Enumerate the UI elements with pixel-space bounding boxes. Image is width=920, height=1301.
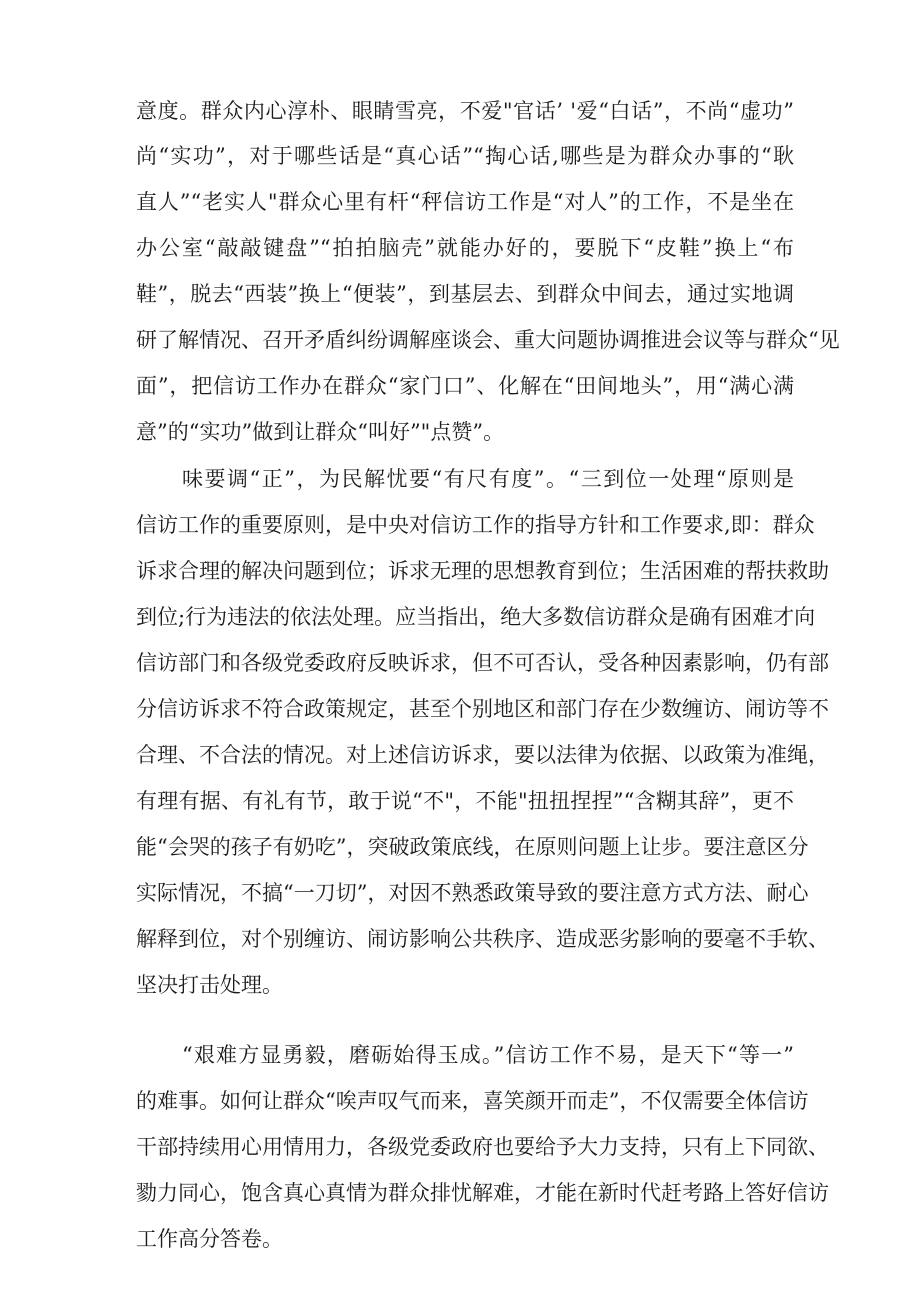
text-line: 实际情况，不搞“一刀切”，对因不熟悉政策导致的要注意方式方法、耐心 [136,881,809,905]
text-line: 尚“实功”，对于哪些话是“真心话”“掏心话,哪些是为群众办事的“耿 [136,144,794,168]
text-line: 能“会哭的孩子有奶吃”，突破政策底线，在原则问题上让步。要注意区分 [136,835,809,859]
text-line: 合理、不合法的情况。对上述信访诉求，要以法律为依据、以政策为准绳， [136,743,829,767]
text-line: 勠力同心，饱含真心真情为群众排忧解难，才能在新时代赶考路上答好信访 [136,1181,829,1205]
text-line: 意度。群众内心淳朴、眼睛雪亮，不爱"官话’ '爱“白话”，不尚“虚功” [136,99,794,123]
text-line: 坚决打击处理。 [136,973,283,997]
text-line: 直人”“老实人"群众心里有杆“秤信访工作是“对人”的工作，不是坐在 [136,190,794,214]
text-line: 干部持续用心用情用力，各级党委政府也要给予大力支持，只有上下同欲、 [136,1135,829,1159]
text-line: 意”的“实功”做到让群众“叫好”"点赞”。 [136,420,505,444]
text-line: “艰难方显勇毅，磨砺始得玉成。”信访工作不易，是天下“等一” [182,1043,794,1067]
text-line: 味要调“正”，为民解忧要“有尺有度”。“三到位一处理“原则是 [182,467,794,491]
text-line: 分信访诉求不符合政策规定，甚至个别地区和部门存在少数缠访、闹访等不 [136,697,829,721]
text-line: 面”，把信访工作办在群众“家门口”、化解在“田间地头”，用“满心满 [136,374,794,398]
text-line: 鞋”，脱去“西装”换上“便装”，到基层去、到群众中间去，通过实地调 [136,282,794,306]
text-line: 工作高分答卷。 [136,1227,283,1251]
text-line: 有理有据、有礼有节，敢于说“不"，不能"扭扭捏捏”“含糊其辞”，更不 [136,789,794,813]
text-line: 办公室“敲敲键盘”“拍拍脑壳”就能办好的，要脱下“皮鞋”换上“布 [136,236,794,260]
text-line: 研了解情况、召开矛盾纠纷调解座谈会、重大问题协调推进会议等与群众“见 [136,328,840,352]
text-line: 解释到位，对个别缠访、闹访影响公共秩序、造成恶劣影响的要毫不手软、 [136,927,829,951]
text-line: 到位;行为违法的依法处理。应当指出，绝大多数信访群众是确有困难才向 [136,605,816,629]
text-line: 信访工作的重要原则，是中央对信访工作的指导方针和工作要求,即：群众 [136,513,815,537]
text-line: 信访部门和各级党委政府反映诉求，但不可否认，受各种因素影响，仍有部 [136,651,829,675]
text-line: 的难事。如何让群众“唉声叹气而来，喜笑颜开而走”，不仅需要全体信访 [136,1089,809,1113]
text-line: 诉求合理的解决问题到位；诉求无理的思想教育到位；生活困难的帮扶救助 [136,559,829,583]
